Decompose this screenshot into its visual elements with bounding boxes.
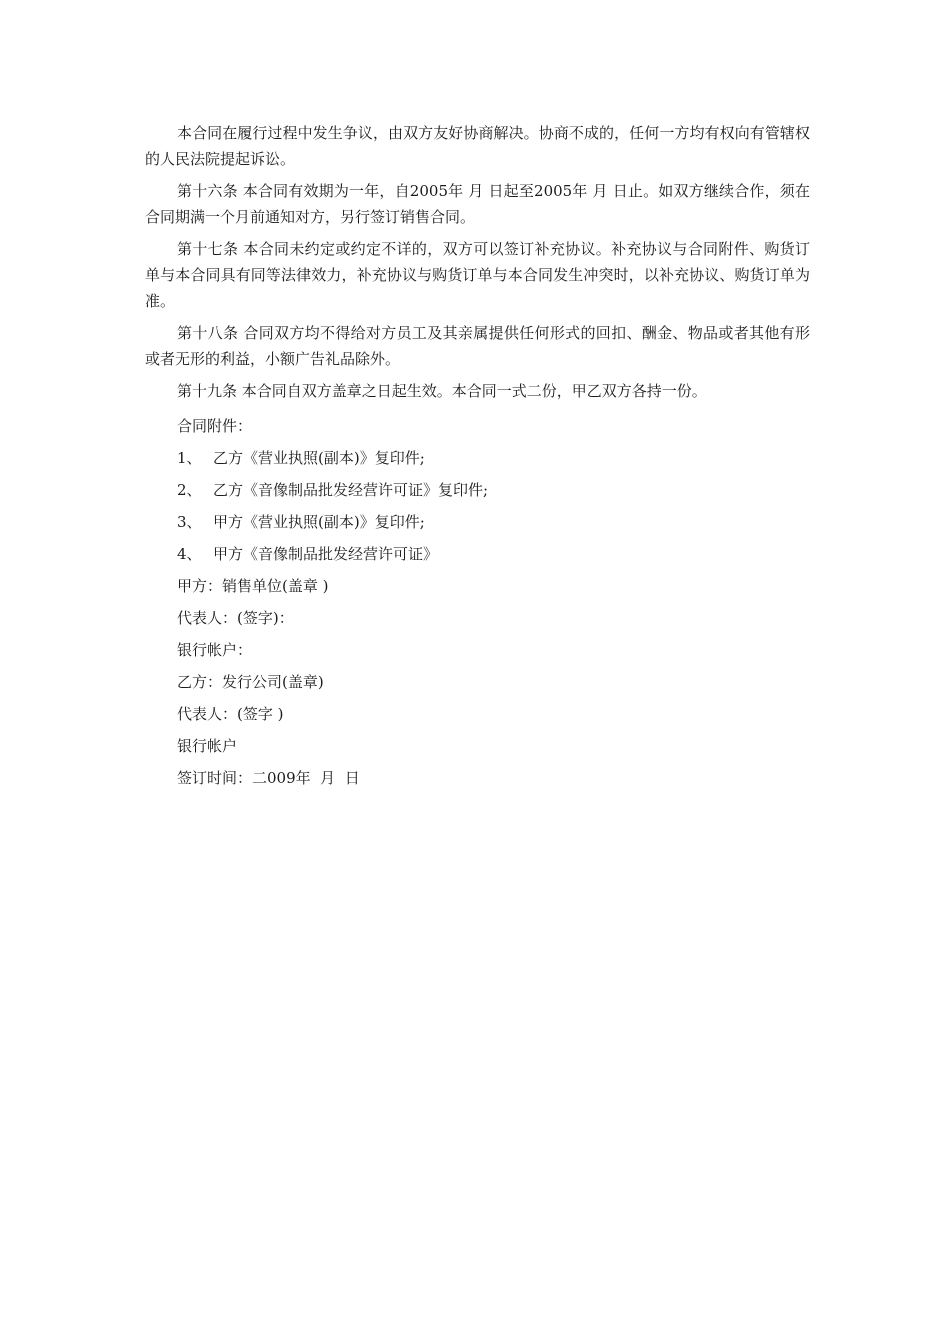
paragraph-article-17: 第十七条 本合同未约定或约定不详的，双方可以签订补充协议。补充协议与合同附件、购货订单与本合同具有同等法律效力，补充协议与购货订单与本合同发生冲突时，以补充协议、购货订单为准。 — [145, 240, 810, 310]
party-b-seal: 乙方：发行公司(盖章) — [177, 673, 324, 691]
attachment-text: 乙方《音像制品批发经营许可证》复印件; — [213, 481, 489, 499]
attachment-number: 1、 — [177, 449, 202, 467]
attachment-number: 3、 — [177, 513, 202, 531]
document-page — [145, 120, 810, 794]
party-b-representative: 代表人：(签字 ) — [177, 705, 284, 723]
attachment-text: 甲方《音像制品批发经营许可证》 — [213, 545, 439, 563]
attachment-text: 乙方《营业执照(副本)》复印件; — [213, 449, 425, 467]
paragraph-dispute: 本合同在履行过程中发生争议，由双方友好协商解决。协商不成的，任何一方均有权向有管辖权的人民法院提起诉讼。 — [145, 124, 810, 168]
attachment-item — [145, 538, 810, 570]
attachment-text: 甲方《营业执照(副本)》复印件; — [213, 513, 425, 531]
paragraph-article-19: 第十九条 本合同自双方盖章之日起生效。本合同一式二份，甲乙双方各持一份。 — [177, 382, 707, 400]
paragraph-article-16: 第十六条 本合同有效期为一年，自2005年 月 日起至2005年 月 日止。如双方继续合作，须在合同期满一个月前通知对方，另行签订销售合同。 — [145, 182, 810, 226]
signing-date: 签订时间：二009年 月 日 — [177, 769, 360, 787]
party-b-bank-account: 银行帐户 — [177, 737, 238, 755]
attachment-item — [145, 474, 810, 506]
attachment-number: 2、 — [177, 481, 202, 499]
party-a-bank-account: 银行帐户： — [177, 641, 253, 659]
party-a-seal: 甲方：销售单位(盖章 ) — [177, 577, 329, 595]
attachment-item — [145, 442, 810, 474]
party-a-representative: 代表人：(签字)： — [177, 609, 294, 627]
attachment-number: 4、 — [177, 545, 202, 563]
attachments-title: 合同附件： — [177, 417, 253, 435]
attachment-item — [145, 506, 810, 538]
paragraph-article-18: 第十八条 合同双方均不得给对方员工及其亲属提供任何形式的回扣、酬金、物品或者其他有形或者无形的利益，小额广告礼品除外。 — [145, 324, 810, 368]
